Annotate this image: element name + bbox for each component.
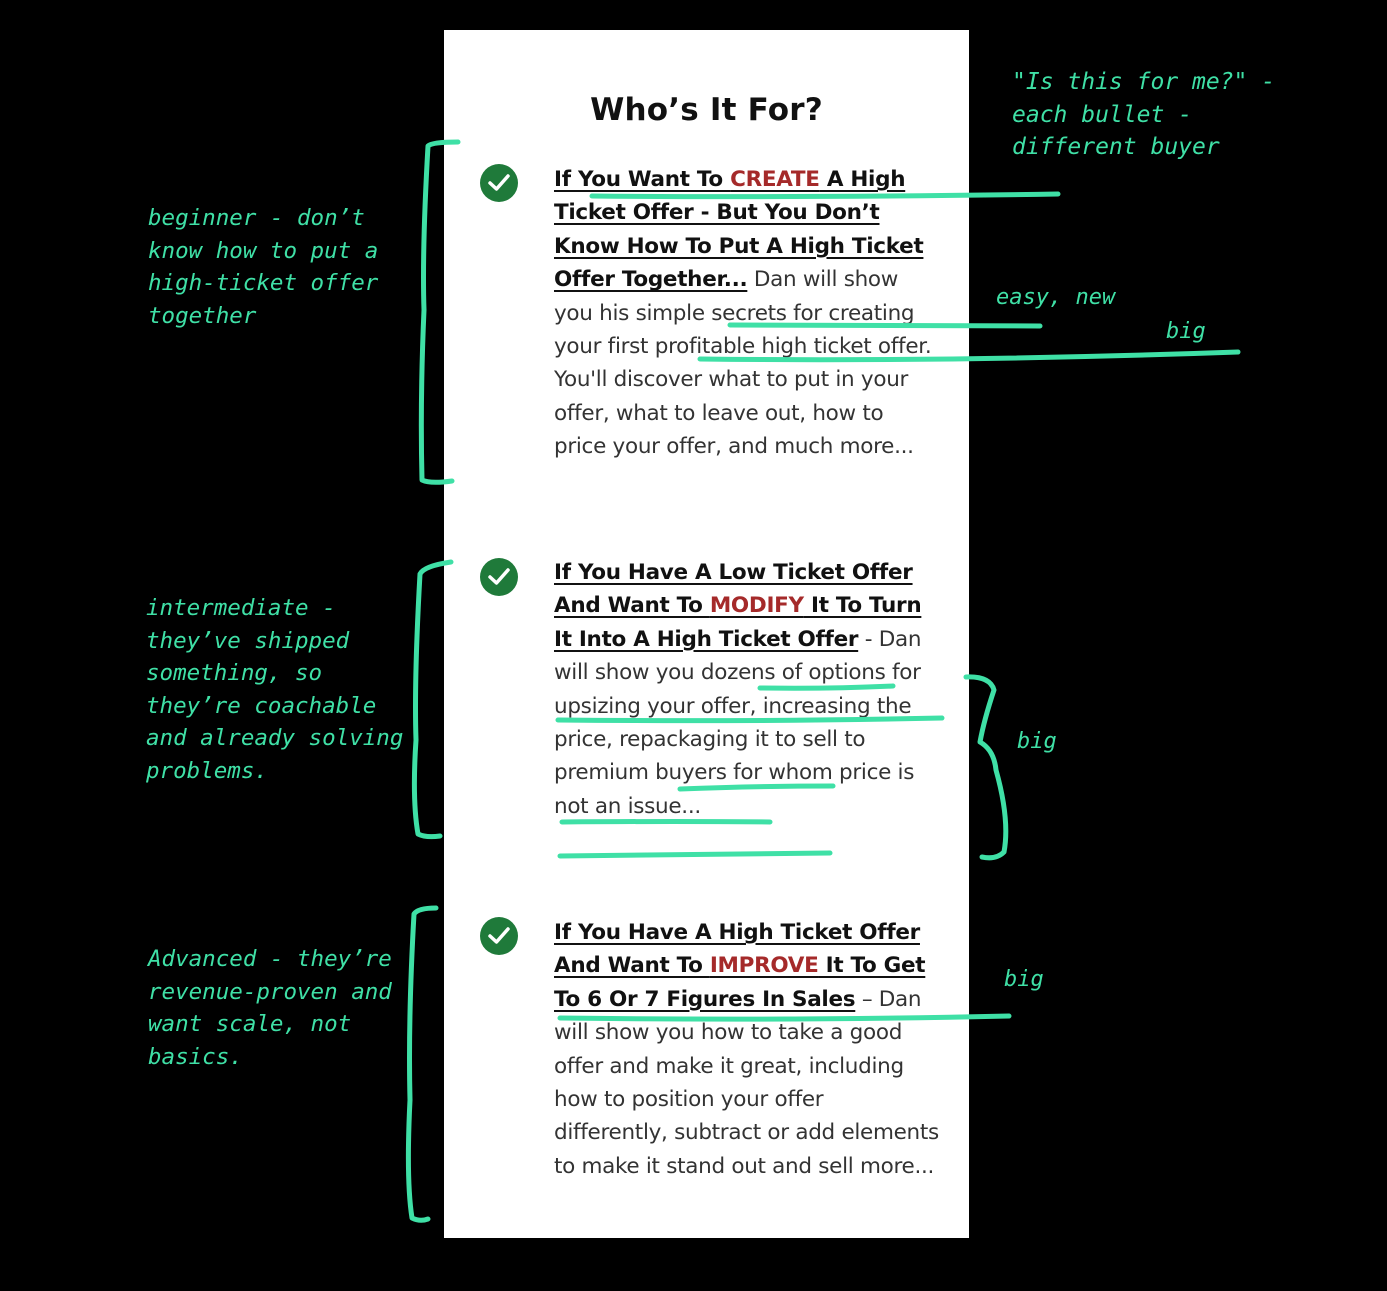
annotation-intermediate: intermediate - they’ve shipped something, so they’re coachable and already solving problems. xyxy=(146,595,404,784)
headline-accent: IMPROVE xyxy=(709,953,819,979)
headline-accent: MODIFY xyxy=(709,593,804,619)
bullet-headline: If You Have A High Ticket Offer And Want To IMPROVE It To Get To 6 Or 7 Figures In Sales xyxy=(554,920,926,1012)
annotation-advanced: Advanced - they’re revenue-proven and want scale, not basics. xyxy=(148,946,392,1070)
annotation-easy-new: easy, new xyxy=(996,285,1116,310)
bullet-text xyxy=(554,556,939,823)
annotation-big: big xyxy=(1017,729,1057,754)
bullet-body: - Dan will show you dozens of options for upsizing your offer, increasing the price, repackaging it to sell to premium buyers for whom price is not an issue... xyxy=(554,626,922,819)
annotation-big: big xyxy=(1004,967,1044,992)
annotation-big: big xyxy=(1166,319,1206,344)
bracket-advanced xyxy=(408,908,436,1220)
card-title: Who’s It For? xyxy=(590,92,823,128)
headline-accent: CREATE xyxy=(730,167,820,192)
bullet-text xyxy=(554,163,939,464)
bullet-headline: If You Have A Low Ticket Offer And Want To MODIFY It To Turn It Into A High Ticket Offer xyxy=(554,560,922,652)
check-circle-icon xyxy=(480,917,518,955)
bullet-headline: If You Want To CREATE A High Ticket Offer - But You Don’t Know How To Put A High Ticket Offer Together... xyxy=(554,167,924,293)
bullet-text xyxy=(554,916,939,1183)
annotation-beginner: beginner - don’t know how to put a high-ticket offer together xyxy=(148,205,379,329)
bullet-body: – Dan will show you how to take a good offer and make it great, including how to position your offer differently, subtract or add elements to make it stand out and sell more... xyxy=(554,986,939,1179)
annotation-is-this-for-me: "Is this for me?" - each bullet - different buyer xyxy=(1012,69,1276,160)
brace-big xyxy=(966,677,1006,858)
bullet-body: Dan will show you his simple secrets for creating your first profitable high ticket offer. You'll discover what to put in your offer, what to leave out, how to price your offer, and much more... xyxy=(554,267,932,460)
check-circle-icon xyxy=(480,558,518,596)
check-circle-icon xyxy=(480,164,518,202)
content-card xyxy=(444,30,969,1238)
